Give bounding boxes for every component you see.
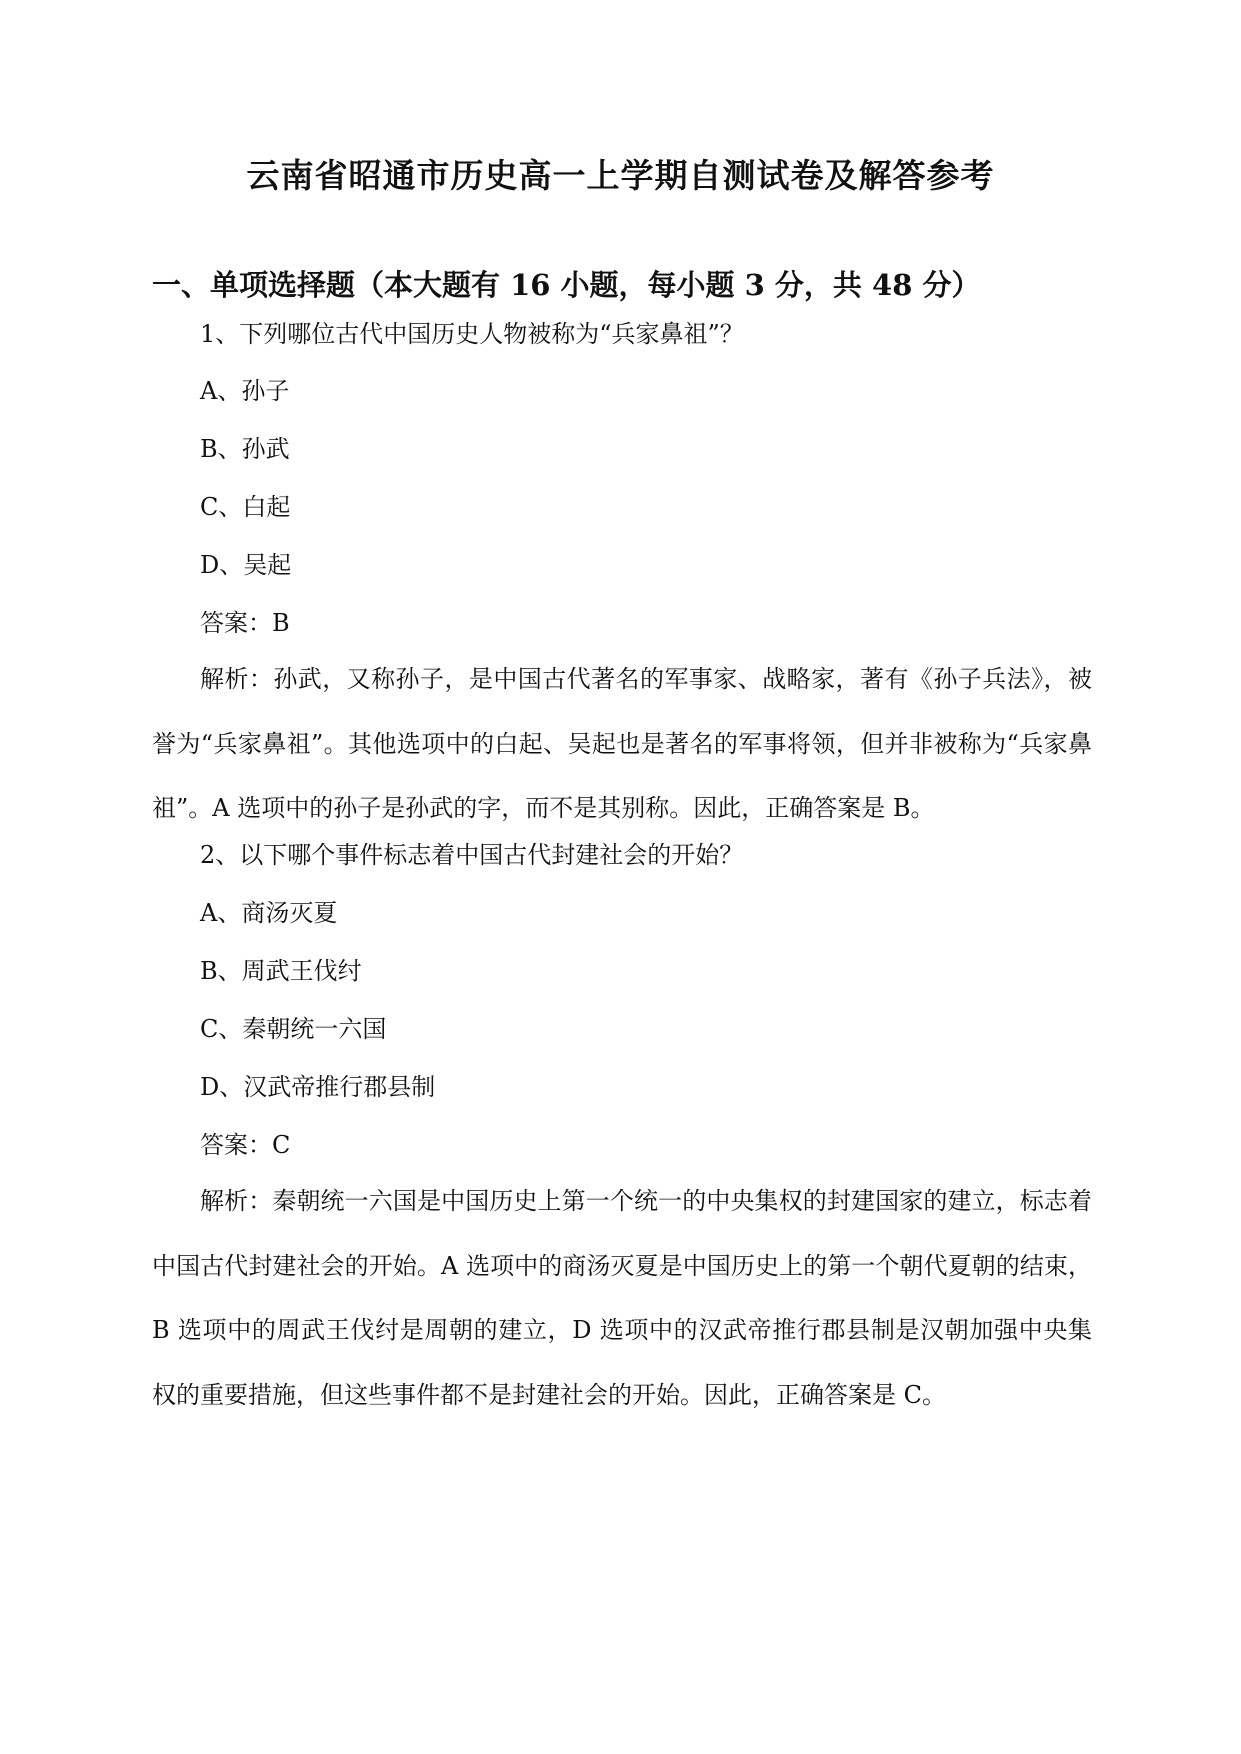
section-heading: 一、单项选择题（本大题有 16 小题，每小题 3 分，共 48 分）: [152, 268, 981, 302]
question-2-option-b: B、周武王伐纣: [200, 957, 362, 985]
question-1-option-d: D、吴起: [200, 551, 292, 579]
question-2-analysis: 解析：秦朝统一六国是中国历史上第一个统一的中央集权的封建国家的建立，标志着中国古代封建社会的开始。A 选项中的商汤灭夏是中国历史上的第一个朝代夏朝的结束，B 选项中的周武王伐纣是周朝的建立，D 选项中的汉武帝推行郡县制是汉朝加强中央集权的重要措施，但这些事件都不是封建社会的开始。因此，正确答案是 C。: [152, 1187, 1092, 1409]
question-1-option-c: C、白起: [200, 493, 291, 521]
question-2-option-c: C、秦朝统一六国: [200, 1015, 387, 1043]
question-2-answer: 答案：C: [200, 1131, 291, 1159]
question-1-stem: 1、下列哪位古代中国历史人物被称为“兵家鼻祖”？: [200, 320, 744, 348]
question-2-option-d: D、汉武帝推行郡县制: [200, 1073, 436, 1101]
question-2-option-a: A、商汤灭夏: [200, 899, 338, 927]
question-2-stem: 2、以下哪个事件标志着中国古代封建社会的开始？: [200, 841, 744, 869]
question-1-option-a: A、孙子: [200, 377, 290, 405]
question-1-option-b: B、孙武: [200, 435, 290, 463]
document-title: 云南省昭通市历史高一上学期自测试卷及解答参考: [246, 156, 995, 195]
question-1-analysis: 解析：孙武，又称孙子，是中国古代著名的军事家、战略家，著有《孙子兵法》，被誉为“兵家鼻祖”。其他选项中的白起、吴起也是著名的军事将领，但并非被称为“兵家鼻祖”。A 选项中的孙子是孙武的字，而不是其别称。因此，正确答案是 B。: [152, 665, 1092, 822]
question-1-answer: 答案：B: [200, 609, 290, 637]
